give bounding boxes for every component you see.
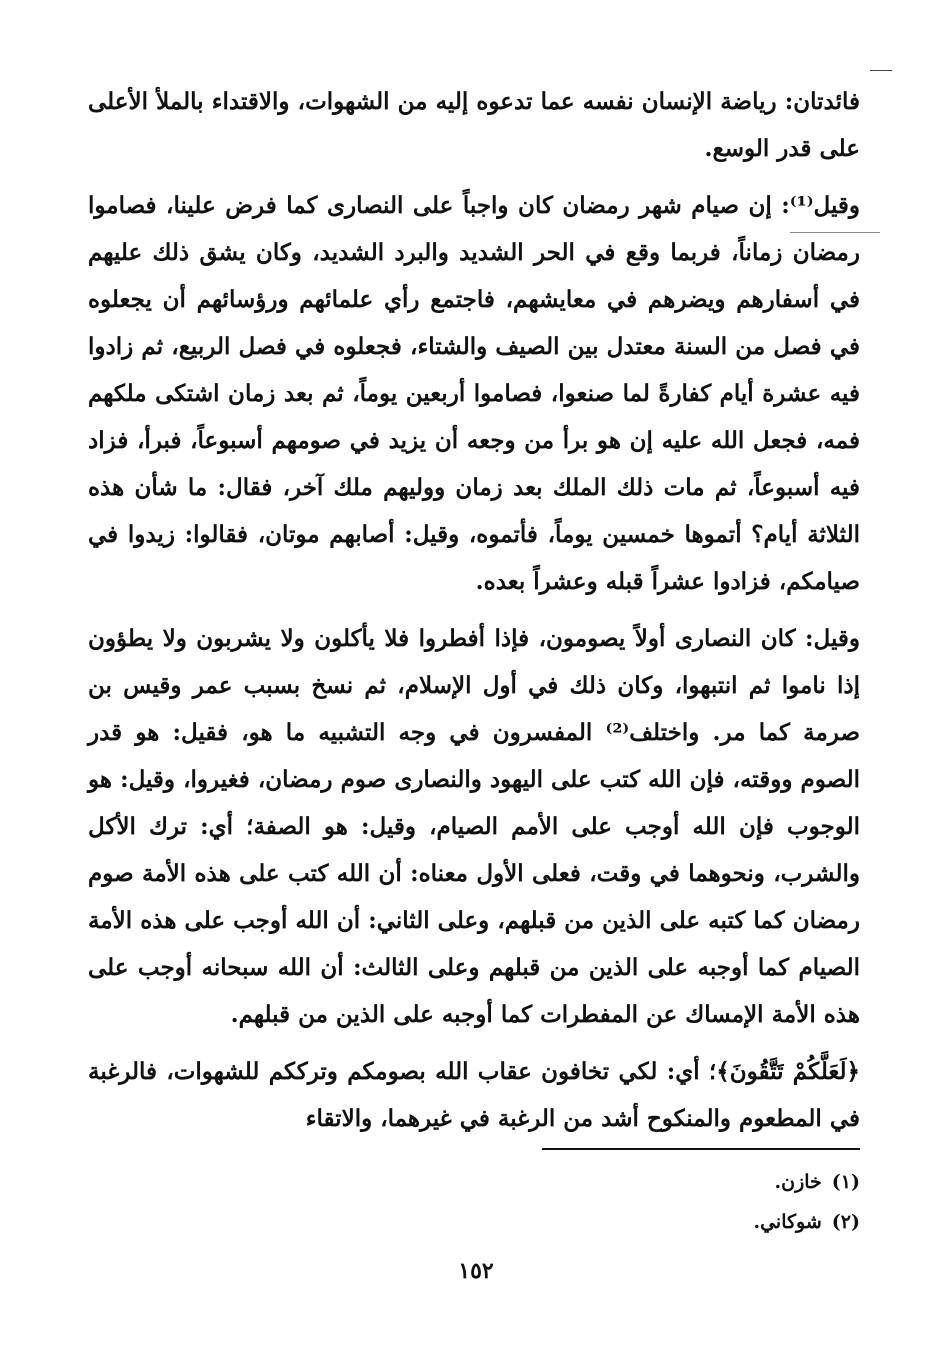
footnote-number: (١) bbox=[831, 1171, 860, 1193]
verse-commentary: ؛ أي: لكي تخافون عقاب الله بصومكم وترككم للشهوات، فالرغبة في المطعوم والمنكوح أشد من الرغبة في غيرهما، والاتقاء bbox=[88, 1058, 860, 1132]
paragraph-2: وقيل⁽¹⁾: إن صيام شهر رمضان كان واجباً على النصارى كما فرض علينا، فصاموا رمضان زماناً، فربما وقع في الحر الشديد والبرد الشديد، وكان يشق ذلك عليهم في أسفارهم ويضرهم في معايشهم، فاجتمع رأي علمائهم ورؤسائهم أن يجعلوه في فصل من السنة معتدل بين الصيف والشتاء، فجعلوه في فصل الربيع، ثم زادوا فيه عشرة أيام كفارةً لما صنعوا، فصاموا أربعين يوماً، ثم بعد زمان اشتكى ملكهم فمه، فجعل الله عليه إن هو برأ من وجعه أن يزيد في صومهم أسبوعاً، فبرأ، فزاد فيه أسبوعاً، ثم مات ذلك الملك بعد زمان ووليهم ملك آخر، فقال: ما شأن هذه الثلاثة أيام؟ أتموها خمسين يوماً، فأتموه، وقيل: أصابهم موتان، فقالوا: زيدوا في صيامكم، فزادوا عشراً قبله وعشراً بعده. bbox=[88, 192, 860, 595]
verse-paragraph bbox=[88, 1048, 860, 1142]
verse-quote: ﴿لَعَلَّكُمْ تَتَّقُونَ﴾ bbox=[716, 1058, 861, 1085]
footnote-1 bbox=[460, 1162, 860, 1202]
footnote-number: (٢) bbox=[831, 1211, 860, 1233]
page-number: ١٥٢ bbox=[458, 1258, 494, 1284]
footnote-text: خازن. bbox=[774, 1171, 822, 1193]
footnote-divider bbox=[542, 1148, 860, 1150]
footnotes bbox=[460, 1162, 860, 1242]
paragraph-1: فائدتان: رياضة الإنسان نفسه عما تدعوه إليه من الشهوات، والاقتداء بالملأ الأعلى على قدر الوسع. bbox=[88, 88, 860, 162]
page-body bbox=[88, 78, 860, 1152]
paragraph-3: وقيل: كان النصارى أولاً يصومون، فإذا أفطروا فلا يأكلون ولا يشربون ولا يطؤون إذا ناموا ثم انتبهوا، وكان ذلك في أول الإسلام، ثم نسخ بسبب عمر وقيس بن صرمة كما مر. واختلف⁽²⁾ المفسرون في وجه التشبيه ما هو، فقيل: هو قدر الصوم ووقته، فإن الله كتب على اليهود والنصارى صوم رمضان، فغيروا، وقيل: هو الوجوب فإن الله أوجب على الأمم الصيام، وقيل: هو الصفة؛ أي: ترك الأكل والشرب، ونحوهما في وقت، فعلى الأول معناه: أن الله كتب على هذه الأمة صوم رمضان كما كتبه على الذين من قبلهم، وعلى الثاني: أن الله أوجب على هذه الأمة الصيام كما أوجبه على الذين من قبلهم وعلى الثالث: أن الله سبحانه أوجب على هذه الأمة الإمساك عن المفطرات كما أوجبه على الذين من قبلهم. bbox=[88, 625, 860, 1028]
footnote-2 bbox=[460, 1202, 860, 1242]
footnote-text: شوكاني. bbox=[753, 1211, 822, 1233]
scan-mark bbox=[870, 70, 892, 71]
